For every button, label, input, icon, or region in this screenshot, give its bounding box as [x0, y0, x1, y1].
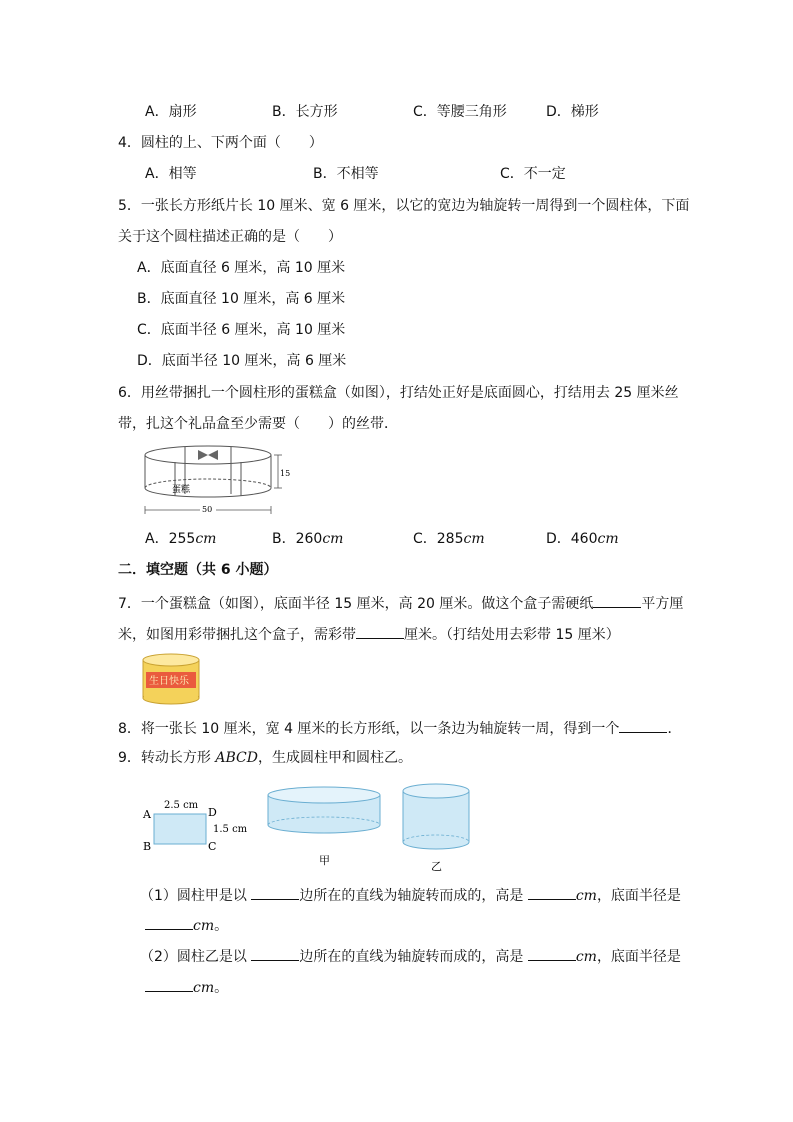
q4-stem: 4．圆柱的上、下两个面（ ） — [118, 135, 323, 151]
q9-cylinder-jia-label: 甲 — [319, 854, 330, 867]
q5-stem-line1: 5．一张长方形纸片长 10 厘米、宽 6 厘米，以它的宽边为轴旋转一周得到一个圆柱体，下面 — [118, 198, 690, 214]
q9-sub1-blank-radius[interactable] — [145, 915, 193, 930]
q9-sub2-blank-radius[interactable] — [145, 977, 193, 992]
q9-sub2-line1: （2）圆柱乙是以 边所在的直线为轴旋转而成的，高是 cm，底面半径是 — [140, 946, 681, 966]
q4-option-b: B．不相等 — [313, 166, 379, 182]
q5-stem-line2: 关于这个圆柱描述正确的是（ ） — [118, 229, 342, 245]
q6-cake-box-figure — [140, 440, 290, 518]
q6-option-b: B．260cm — [272, 531, 344, 547]
q6-width-label: 50 — [202, 505, 213, 514]
q9-vertex-d: D — [208, 806, 217, 819]
q5-option-c: C．底面半径 6 厘米，高 10 厘米 — [137, 322, 346, 338]
q6-option-d: D．460cm — [546, 531, 619, 547]
q7-cake-figure — [140, 650, 202, 706]
q9-sub1-line2: cm。 — [145, 915, 228, 935]
q3-option-b: B．长方形 — [272, 104, 338, 120]
q9-sub2-line2: cm。 — [145, 977, 228, 997]
q9-sub2-blank-edge[interactable] — [251, 946, 299, 961]
q9-vertex-a: A — [143, 808, 151, 821]
q6-option-c: C．285cm — [413, 531, 485, 547]
q9-stem: 9．转动长方形 ABCD，生成圆柱甲和圆柱乙。 — [118, 750, 412, 766]
q5-option-b: B．底面直径 10 厘米，高 6 厘米 — [137, 291, 346, 307]
q9-width-label: 2.5 cm — [164, 800, 199, 811]
q9-sub1-line1: （1）圆柱甲是以 边所在的直线为轴旋转而成的，高是 cm，底面半径是 — [140, 885, 681, 905]
q7-cake-text: 生日快乐 — [149, 676, 189, 687]
q8-line: 8．将一张长 10 厘米，宽 4 厘米的长方形纸，以一条边为轴旋转一周，得到一个 ． — [118, 718, 681, 738]
q9-figure — [138, 778, 483, 876]
q9-sub1-blank-height[interactable] — [528, 885, 576, 900]
q3-option-a: A．扇形 — [145, 104, 197, 120]
q6-stem-line1: 6．用丝带捆扎一个圆柱形的蛋糕盒（如图），打结处正好是底面圆心，打结用去 25 厘米丝 — [118, 385, 679, 401]
q4-option-c: C．不一定 — [500, 166, 566, 182]
q7-blank-1[interactable] — [593, 593, 641, 608]
q9-sub1-blank-edge[interactable] — [251, 885, 299, 900]
q6-height-label: 15 — [280, 469, 290, 478]
section-heading: 二．填空题（共 6 小题） — [118, 562, 278, 578]
q8-blank[interactable] — [619, 718, 667, 733]
q5-option-a: A．底面直径 6 厘米，高 10 厘米 — [137, 260, 346, 276]
q6-option-a: A．255cm — [145, 531, 217, 547]
q9-cylinder-yi-label: 乙 — [431, 860, 442, 873]
q9-vertex-b: B — [143, 840, 152, 853]
q3-option-c: C．等腰三角形 — [413, 104, 507, 120]
q7-line2: 米，如图用彩带捆扎这个盒子，需彩带 厘米。（打结处用去彩带 15 厘米） — [118, 624, 620, 644]
q9-sub2-blank-height[interactable] — [528, 946, 576, 961]
q9-height-label: 1.5 cm — [213, 824, 248, 835]
q7-blank-2[interactable] — [356, 624, 404, 639]
q6-box-label: 蛋糕 — [172, 485, 191, 495]
q9-vertex-c: C — [208, 840, 217, 853]
q5-option-d: D．底面半径 10 厘米，高 6 厘米 — [137, 353, 347, 369]
q7-line1: 7．一个蛋糕盒（如图），底面半径 15 厘米，高 20 厘米。做这个盒子需硬纸 平方厘 — [118, 593, 683, 613]
q3-option-d: D．梯形 — [546, 104, 599, 120]
q4-option-a: A．相等 — [145, 166, 197, 182]
q6-stem-line2: 带，扎这个礼品盒至少需要（ ）的丝带． — [118, 416, 398, 432]
